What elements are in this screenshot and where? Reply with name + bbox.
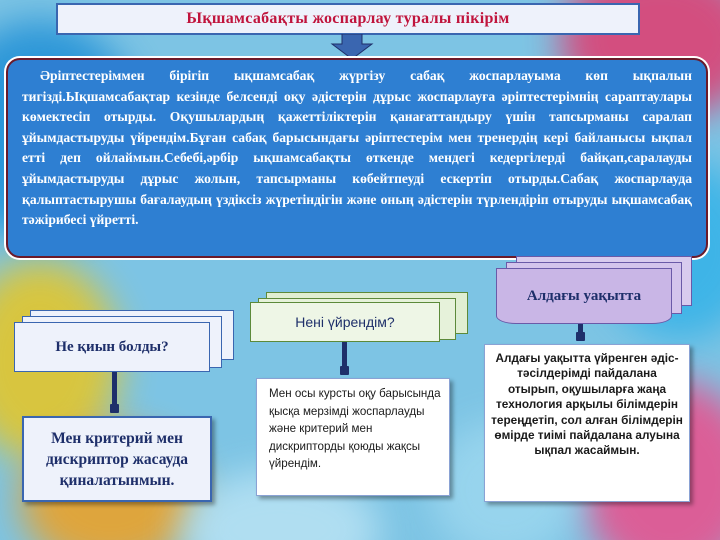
future-card xyxy=(496,268,672,324)
learned-answer: Мен осы курсты оқу барысында қысқа мерзімді жоспарлауды және критерий мен дискрипторды қоюды жақсы үйрендім. xyxy=(269,387,441,471)
connector-difficult xyxy=(112,372,117,408)
learned-answer-card xyxy=(256,378,450,496)
learned-label: Нені үйрендім? xyxy=(295,314,395,330)
connector-dot-difficult xyxy=(110,404,119,413)
future-answer: Алдағы уақытта үйренген әдіс- тәсілдерімді пайдалана отырып, оқушыларға жаңа технология арқылы білімдерін тереңдетіп, сол алған білімдерін өмірде тиімі пайдалана алуына ықпал жасаймын. xyxy=(491,351,683,458)
learned-card xyxy=(250,302,440,342)
difficult-answer-card xyxy=(22,416,212,502)
reflection-panel xyxy=(6,58,708,258)
future-answer-card xyxy=(484,344,690,502)
title-box xyxy=(56,3,640,35)
difficult-answer: Мен критерий мен дискриптор жасауда қиналатынмын. xyxy=(45,429,189,489)
arrow-down-icon xyxy=(330,34,374,60)
connector-dot-future xyxy=(576,332,585,341)
connector-dot-learned xyxy=(340,366,349,375)
reflection-text: Әріптестеріммен бірігіп ықшамсабақ жүргізу сабақ жоспарлауыма көп ықпалын тигізді.Ықшамсабақтар кезінде белсенді оқу әдістерін дұрыс жоспарлауға әріптестерімнің сараптаулары көмектесіп отырды. Оқушылардың қажеттіліктерін қанағаттандыру үшін тапсырманы саралап ұйымдастыруды үйрендім.Бұған сабақ барысындағы әріптестерім мен тренердің кері байланысы ықпал етті деп ойлаймын.Себебі,әрбір ықшамсабақты өткенде мендегі кедергілерді байқап,саралауды ұйымдастыруды дұрыс жолын, тапсырманы көбейтпеуді ескертіп отырды.Сабақ жоспарлауда қалыптастырушы бағалаудың үздіксіз жүретіндігін және оның әдістерін түрлендіріп отыруды ықшамсабақ тәжірибесі үйретті. xyxy=(22,68,692,228)
future-label: Алдағы уақытта xyxy=(526,287,642,304)
page-title: Ықшамсабақты жоспарлау туралы пікірім xyxy=(186,10,510,27)
difficult-label: Не қиын болды? xyxy=(55,338,169,355)
difficult-card xyxy=(14,322,210,372)
